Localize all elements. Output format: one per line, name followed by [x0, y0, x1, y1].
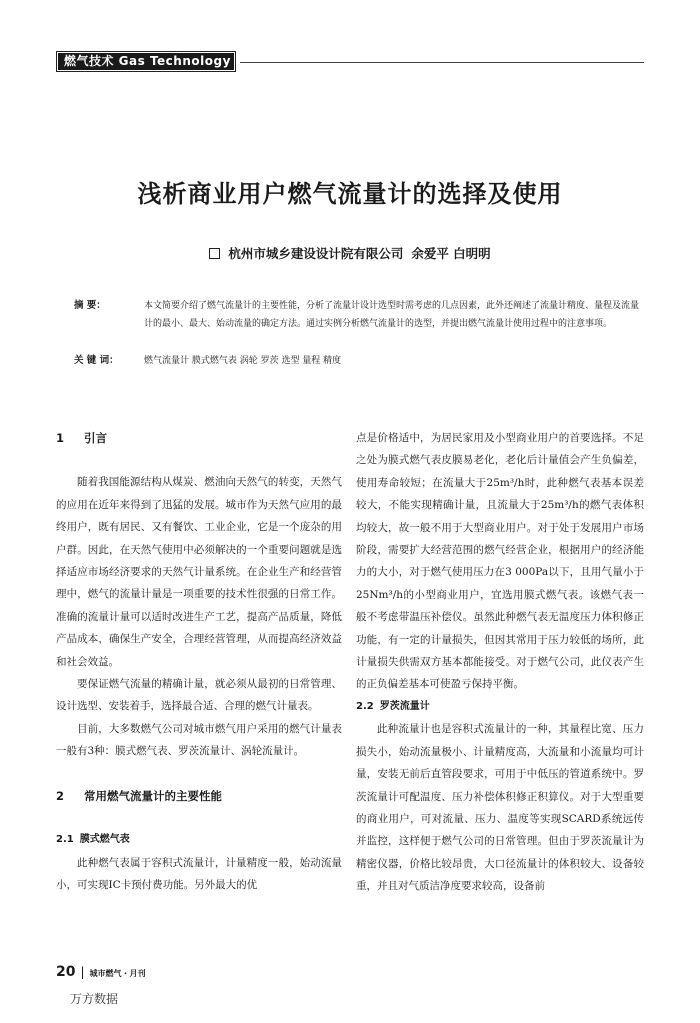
keywords-label: 关 键 词：: [74, 355, 119, 366]
page-number: 20: [56, 964, 76, 980]
paragraph: 要保证燃气流量的精确计量，就必须从最初的日常管理、设计选型、安装着手，选择最合适、合理的燃气计量表。: [56, 678, 342, 713]
section-2-number: 2: [56, 788, 65, 803]
column-right: [356, 427, 644, 898]
author-line: [0, 244, 700, 262]
keywords: [74, 352, 644, 370]
section-2-2-title: 罗茨流量计: [379, 700, 430, 712]
footer-separator: |: [80, 965, 85, 979]
page-footer: [56, 964, 146, 980]
column-left: [56, 427, 342, 896]
paragraph: 此种流量计也是容积式流量计的一种，其量程比宽、压力损失小，始动流量极小、计量精度高，大流量和小流量均可计量，安装无前后直管段要求，可用于中低压的管道系统中。罗茨流量计可配温度、压力补偿体积修正积算仪。对于大型重要的商业用户，可对流量、压力、温度等实现SCARD系统远传并监控，这样便于燃气公司的日常管理。但由于罗茨流量计为精密仪器，价格比较昂贵，大口径流量计的体积较大、设备较重，并且对气质洁净度要求较高，设备前: [356, 723, 644, 893]
section-2-title: 常用燃气流量计的主要性能: [84, 788, 222, 803]
abstract-text: 本文简要介绍了燃气流量计的主要性能，分析了流量计设计选型时需考虑的几点因素，此外还阐述了流量计精度、量程及流量计的最小、最大、始动流量的确定方法。通过实例分析燃气流量计的选型，并提出燃气流量计使用过程中的注意事项。: [144, 301, 640, 329]
journal-name: 城市燃气・月刊: [89, 969, 146, 978]
paragraph: 目前，大多数燃气公司对城市燃气用户采用的燃气计量表一般有3种：膜式燃气表、罗茨流量计、涡轮流量计。: [56, 722, 342, 758]
abstract-label: 摘 要：: [74, 300, 106, 311]
section-tag-text: 燃气技术 Gas Technology: [58, 53, 234, 70]
section-2-heading: [56, 785, 342, 807]
authors: 余爱平 白明明: [411, 246, 491, 261]
paragraph: 此种燃气表属于容积式流量计，计量精度一般，始动流量小，可实现IC卡预付费功能。另外最大的优: [56, 856, 342, 891]
section-2-1-title: 膜式燃气表: [79, 834, 130, 846]
watermark: 万方数据: [70, 992, 119, 1006]
section-2-2-heading: [356, 696, 644, 718]
paragraph: 随着我国能源结构从煤炭、燃油向天然气的转变，天然气的应用在近年来得到了迅猛的发展。城市作为天然气应用的最终用户，既有居民、又有餐饮、工业企业，它是一个庞杂的用户群。因此，在天然气使用中必须解决的一个重要问题就是选择适应市场经济要求的天然气计量系统。在企业生产和经营管理中，燃气的流量计量是一项重要的技术性很强的日常工作。准确的流量计量可以适时改进生产工艺，提高产品质量，降低产品成本，确保生产安全，合理经营管理，从而提高经济效益和社会效益。: [56, 476, 342, 668]
keywords-text: 燃气流量计 膜式燃气表 涡轮 罗茨 选型 量程 精度: [144, 356, 342, 366]
section-1-heading: [56, 427, 342, 449]
abstract: [74, 297, 644, 333]
article-title: 浅析商业用户燃气流量计的选择及使用: [137, 179, 563, 208]
section-1-title: 引言: [84, 431, 107, 445]
paragraph: 点是价格适中，为居民家用及小型商业用户的首要选择。不足之处为膜式燃气表皮膜易老化，老化后计量值会产生负偏差，使用寿命较短；在流量大于25m³/h时，此种燃气表基本误差较大，不能实现精确计量，且流量大于25m³/h的燃气表体积均较大，故一般不用于大型商业用户。对于处于发展用户市场阶段，需要扩大经营范围的燃气经营企业，根据用户的经济能力的大小，对于燃气使用压力在3 000Pa以下，且用气量小于25Nm³/h的小型商业用户，宜选用膜式燃气表。该燃气表一般不考虑带温压补偿仪。虽然此种燃气表无温度压力体积修正功能，有一定的计量损失，但因其常用于压力较低的场所，此计量损失供需双方基本都能接受。对于燃气公司，此仪表产生的正负偏差基本可使盈亏保持平衡。: [356, 432, 644, 691]
section-1-number: 1: [56, 431, 65, 445]
section-2-1-heading: [56, 829, 342, 851]
affiliation: 杭州市城乡建设设计院有限公司: [228, 246, 404, 261]
checkbox-square-icon: [209, 248, 220, 259]
section-2-1-number: 2.1: [56, 834, 74, 846]
section-2-2-number: 2.2: [356, 700, 374, 712]
header-rule: [240, 62, 644, 63]
section-tag: [56, 51, 236, 72]
